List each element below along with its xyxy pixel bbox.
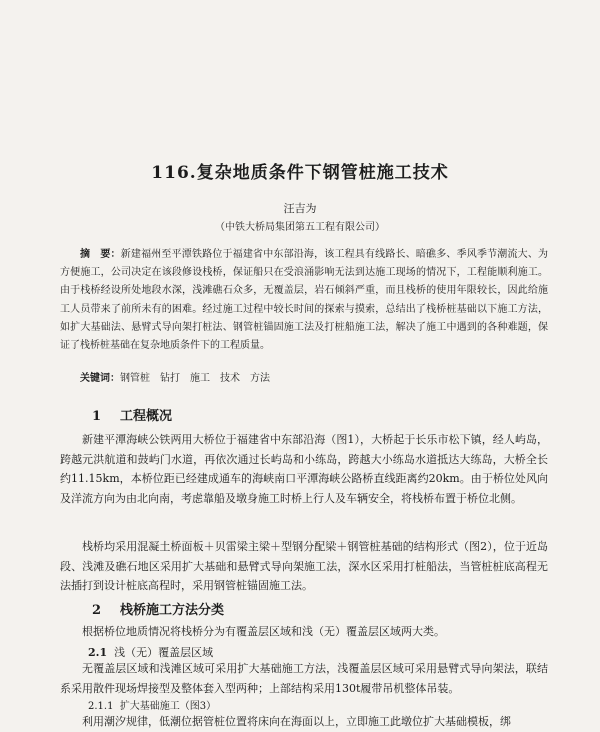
section-2-number: 2 bbox=[92, 603, 102, 618]
abstract bbox=[60, 246, 548, 355]
keywords-text: 钢管桩 钻打 施工 技术 方法 bbox=[120, 373, 270, 384]
section-2-heading bbox=[92, 599, 224, 618]
author: 汪吉为 bbox=[283, 202, 317, 215]
section-1-number: 1 bbox=[92, 409, 102, 424]
keywords-label: 关键词： bbox=[80, 373, 120, 384]
abstract-text: 新建福州至平潭铁路位于福建省中东部沿海，该工程具有线路长、暗礁多、季风季节潮流大、为方便施工，公司决定在该段修设栈桥，保证船只在受浪涌影响无法到达施工现场的情况下，工程能顺利施工。由于栈桥经设所处地段水深，浅滩礁石众多，无覆盖层，岩石倾斜严重，而且栈桥的使用年限较长，因此给施工人员带来了前所未有的困难。经过施工过程中较长时间的探索与摸索，总结出了栈桥桩基础以下施工方法，如扩大基础法、悬臂式导向架打桩法、钢管桩锚固施工法及打桩船施工法，解决了施工中遇到的各种难题，保证了栈桥桩基础在复杂地质条件下的工程质量。 bbox=[60, 249, 549, 352]
abstract-label: 摘 要： bbox=[80, 249, 121, 260]
affiliation: （中铁大桥局集团第五工程有限公司） bbox=[215, 222, 385, 233]
section-1-paragraph-1: 新建平潭海峡公铁两用大桥位于福建省中东部沿海（图1），大桥起于长乐市松下镇，经人屿岛，跨越元洪航道和鼓屿门水道，再依次通过长屿岛和小练岛，跨越大小练岛水道抵达大练岛，大桥全长约11.15km，本桥位距已经建成通车的海峡南口平潭海峡公路桥直线距离约20km。由于桥位处风向及洋流方向为由北向南，考虑靠船及墩身施工时桥上行人及车辆安全，将栈桥布置于桥位北侧。 bbox=[60, 433, 548, 505]
keywords bbox=[80, 369, 270, 384]
subsection-2-1-heading bbox=[88, 644, 213, 660]
section-2-paragraph-1: 根据桥位地质情况将栈桥分为有覆盖层区域和浅（无）覆盖层区域两大类。 bbox=[82, 625, 445, 638]
subsection-2-1-1-title: 扩大基础施工（图3） bbox=[119, 701, 217, 712]
subsection-2-1-1-paragraph: 利用潮汐规律，低潮位据管桩位置将床向在海面以上，立即施工此墩位扩大基础模板，绑 bbox=[82, 715, 511, 728]
section-1-paragraph-2: 栈桥均采用混凝土桥面板＋贝雷梁主梁＋型钢分配梁＋钢管桩基础的结构形式（图2），位于近岛段、浅滩及礁石地区采用扩大基础和悬臂式导向架施工法，深水区采用打桩船法，当管桩桩底高程无法插打到设计桩底高程时，采用钢管桩锚固施工法。 bbox=[60, 540, 548, 593]
section-2-title: 栈桥施工方法分类 bbox=[120, 603, 225, 618]
subsection-2-1-title: 浅（无）覆盖层区域 bbox=[114, 646, 214, 659]
subsection-2-1-1-heading bbox=[88, 697, 216, 712]
article-title: 116.复杂地质条件下钢管桩施工技术 bbox=[151, 163, 449, 183]
section-1-heading bbox=[92, 405, 172, 424]
subsection-2-1-paragraph: 无覆盖层区域和浅滩区域可采用扩大基础施工方法，浅覆盖层区域可采用悬臂式导向架法，联结系采用散件现场焊接型及整体套入型两种；上部结构采用130t履带吊机整体吊装。 bbox=[60, 662, 548, 695]
section-1-title: 工程概况 bbox=[120, 409, 173, 424]
subsection-2-1-1-number: 2.1.1 bbox=[88, 701, 114, 712]
subsection-2-1-number: 2.1 bbox=[88, 646, 108, 659]
